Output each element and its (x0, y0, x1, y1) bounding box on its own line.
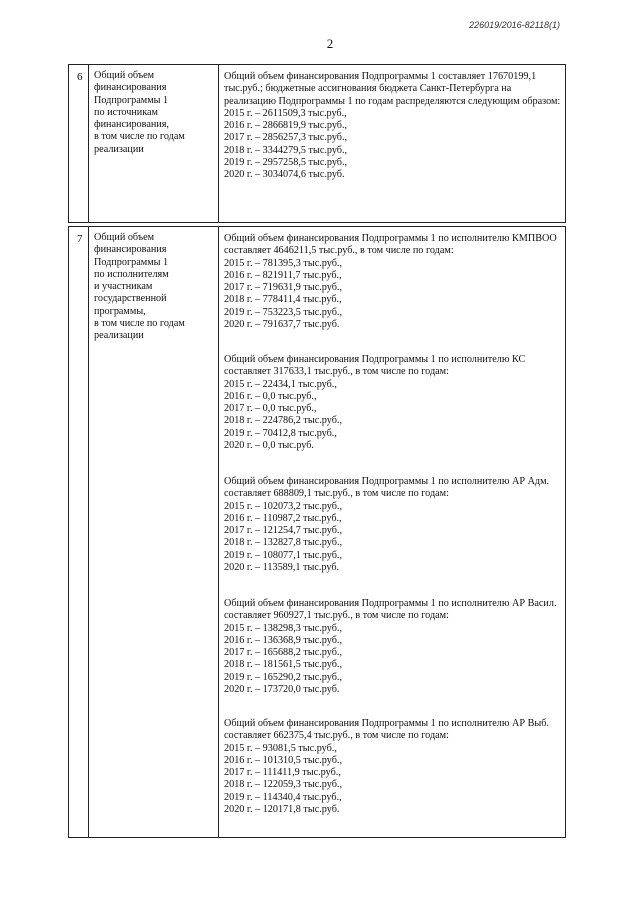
year-item: 2015 г. – 2611509,3 тыс.руб., (224, 107, 347, 119)
year-item: 2019 г. – 108077,1 тыс.руб., (224, 549, 342, 561)
executor-intro: Общий объем финансирования Подпрограммы 1 по исполнителю КС составляет 317633,1 тыс.руб., в том числе по годам: (224, 354, 526, 378)
year-list (224, 379, 561, 453)
row-number: 7 (77, 233, 83, 245)
year-item: 2015 г. – 22434,1 тыс.руб., (224, 378, 337, 390)
year-item: 2015 г. – 102073,2 тыс.руб., (224, 500, 342, 512)
year-item: 2020 г. – 173720,0 тыс.руб. (224, 684, 340, 696)
year-item: 2019 г. – 70412,8 тыс.руб., (224, 427, 337, 439)
year-item: 2017 г. – 2856257,3 тыс.руб., (224, 132, 348, 144)
year-item: 2018 г. – 224786,2 тыс.руб., (224, 415, 342, 427)
year-item: 2017 г. – 0,0 тыс.руб., (224, 403, 317, 415)
year-item: 2015 г. – 781395,3 тыс.руб., (224, 257, 342, 269)
year-item: 2017 г. – 111411,9 тыс.руб., (224, 767, 341, 779)
executor-intro: Общий объем финансирования Подпрограммы 1 по исполнителю КМПВОО составляет 4646211,5 тыс.руб., в том числе по годам: (224, 233, 557, 257)
year-item: 2020 г. – 0,0 тыс.руб. (224, 440, 314, 452)
year-item: 2016 г. – 821911,7 тыс.руб., (224, 269, 342, 281)
year-list (224, 743, 561, 817)
year-item: 2016 г. – 101310,5 тыс.руб., (224, 754, 342, 766)
financing-summary (219, 65, 565, 182)
year-item: 2015 г. – 138298,3 тыс.руб., (224, 622, 342, 634)
year-item: 2019 г. – 753223,5 тыс.руб., (224, 306, 342, 318)
row-number: 6 (77, 71, 83, 83)
row-label: Общий объем финансирования Подпрограммы 1 по исполнителям и участникам государственной программы, в том числе по годам реализации (94, 232, 185, 342)
executor-block-ar-adm (219, 476, 565, 574)
table-row-7 (68, 226, 566, 838)
year-item: 2016 г. – 110987,2 тыс.руб., (224, 512, 342, 524)
executor-intro: Общий объем финансирования Подпрограммы 1 по исполнителю АР Адм. составляет 688809,1 тыс.руб., в том числе по годам: (224, 476, 550, 500)
row-number-cell (69, 65, 89, 222)
year-item: 2019 г. – 114340,4 тыс.руб., (224, 791, 342, 803)
row-label-cell (89, 65, 219, 222)
document-id: 226019/2016-82118(1) (469, 20, 560, 30)
year-item: 2018 г. – 181561,5 тыс.руб., (224, 659, 342, 671)
year-item: 2019 г. – 165290,2 тыс.руб., (224, 671, 342, 683)
executor-block-ar-vasil (219, 598, 565, 696)
year-item: 2018 г. – 778411,4 тыс.руб., (224, 294, 342, 306)
year-list (224, 623, 561, 697)
year-item: 2015 г. – 93081,5 тыс.руб., (224, 742, 337, 754)
year-item: 2020 г. – 791637,7 тыс.руб. (224, 319, 340, 331)
year-item: 2020 г. – 3034074,6 тыс.руб. (224, 169, 345, 181)
year-list (224, 501, 561, 575)
row-content-cell (219, 227, 565, 837)
table-row-6 (68, 64, 566, 223)
year-item: 2016 г. – 2866819,9 тыс.руб., (224, 120, 348, 132)
financing-intro: Общий объем финансирования Подпрограммы 1 составляет 17670199,1 тыс.руб.; бюджетные ассигнования бюджета Санкт-Петербурга на реализацию Подпрограммы 1 по годам распределяются следующим образом: (224, 71, 561, 107)
year-item: 2018 г. – 122059,3 тыс.руб., (224, 779, 342, 791)
executor-intro: Общий объем финансирования Подпрограммы 1 по исполнителю АР Васил. составляет 960927,1 тыс.руб., в том числе по годам: (224, 598, 557, 622)
year-item: 2018 г. – 132827,8 тыс.руб., (224, 537, 342, 549)
year-item: 2016 г. – 136368,9 тыс.руб., (224, 634, 342, 646)
year-item: 2017 г. – 165688,2 тыс.руб., (224, 647, 342, 659)
row-content-cell (219, 65, 565, 222)
year-item: 2017 г. – 719631,9 тыс.руб., (224, 282, 342, 294)
page-number: 2 (326, 36, 334, 51)
executor-block-ks (219, 354, 565, 452)
row-number-cell (69, 227, 89, 837)
year-list (224, 108, 561, 182)
row-label-cell (89, 227, 219, 837)
year-item: 2016 г. – 0,0 тыс.руб., (224, 390, 317, 402)
executor-intro: Общий объем финансирования Подпрограммы 1 по исполнителю АР Выб. составляет 662375,4 тыс.руб., в том числе по годам: (224, 718, 549, 742)
year-item: 2019 г. – 2957258,5 тыс.руб., (224, 157, 348, 169)
year-item: 2020 г. – 120171,8 тыс.руб. (224, 804, 340, 816)
row-label: Общий объем финансирования Подпрограммы 1 по источникам финансирования, в том числе по годам реализации (94, 70, 185, 155)
year-item: 2020 г. – 113589,1 тыс.руб. (224, 562, 340, 574)
year-item: 2017 г. – 121254,7 тыс.руб., (224, 525, 342, 537)
year-item: 2018 г. – 3344279,5 тыс.руб., (224, 144, 348, 156)
executor-block-ar-vyb (219, 718, 565, 816)
year-list (224, 258, 561, 332)
executor-block-kmpvoo (219, 233, 565, 331)
